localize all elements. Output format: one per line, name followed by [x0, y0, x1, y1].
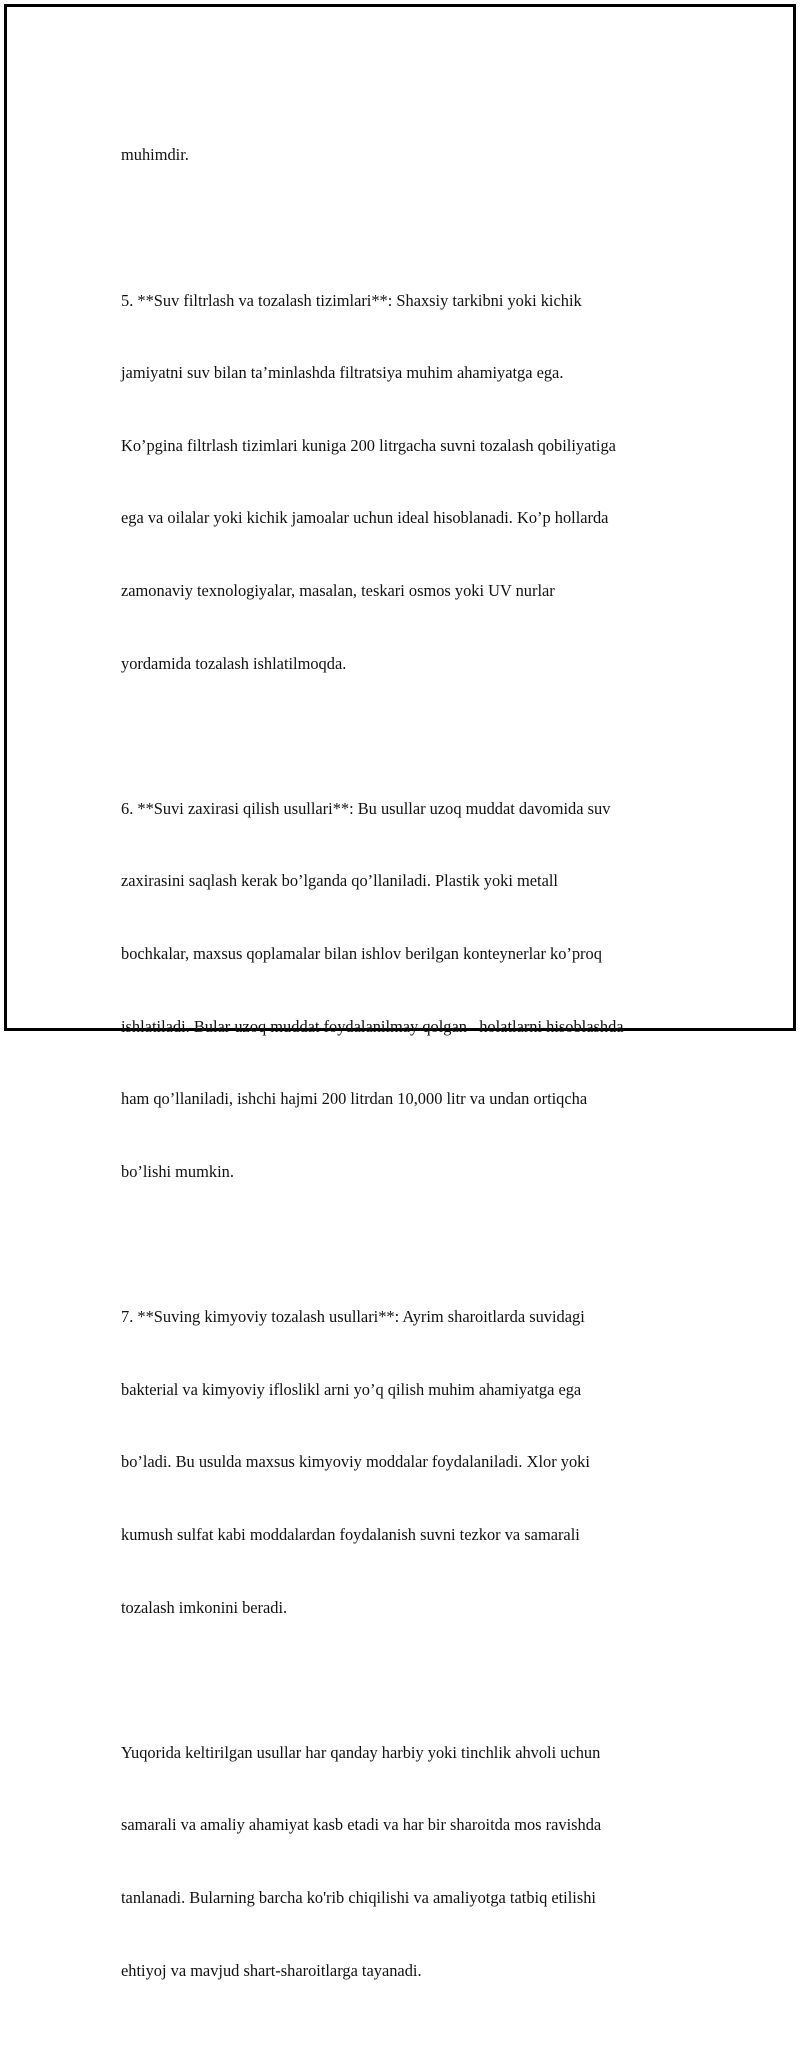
text-line: 6. **Suvi zaxirasi qilish usullari**: Bu usullar uzoq muddat davomida suv [121, 798, 611, 818]
text-line: tanlanadi. Bularning barcha ko'rib chiqilishi va amaliyotga tatbiq etilishi [121, 1887, 596, 1907]
text-line: ishlatiladi. Bular uzoq muddat foydalanilmay qolgan holatlarni hisoblashda [121, 1016, 624, 1036]
text-line: tozalash imkonini beradi. [121, 1597, 288, 1617]
text-line: yordamida tozalash ishlatilmoqda. [121, 653, 347, 673]
text-line: zaxirasini saqlash kerak bo’lganda qo’llaniladi. Plastik yoki metall [121, 871, 558, 891]
text-line: ehtiyoj va mavjud shart-sharoitlarga tayanadi. [121, 1960, 422, 1980]
text-line: 7. **Suving kimyoviy tozalash usullari**: Ayrim sharoitlarda suvidagi [121, 1307, 585, 1327]
text-line: bakterial va kimyoviy ifloslikl arni yo’q qilish muhim ahamiyatga ega [121, 1379, 582, 1399]
paragraph-chemical-treatment [121, 1257, 701, 1668]
text-line: kumush sulfat kabi moddalardan foydalanish suvni tezkor va samarali [121, 1524, 580, 1544]
text-line: Yuqorida keltirilgan usullar har qanday harbiy yoki tinchlik ahvoli uchun [121, 1742, 601, 1762]
text-line: ega va oilalar yoki kichik jamoalar uchun ideal hisoblanadi. Ko’p hollarda [121, 508, 609, 528]
paragraph-continuation [121, 95, 701, 216]
text-line: muhimdir. [121, 145, 189, 165]
paragraph-conclusion [121, 1692, 701, 2031]
text-line: bochkalar, maxsus qoplamalar bilan ishlov berilgan konteynerlar ko’proq [121, 944, 602, 964]
paragraph-water-filtration [121, 240, 701, 724]
text-line: ham qo’llaniladi, ishchi hajmi 200 litrdan 10,000 litr va undan ortiqcha [121, 1089, 588, 1109]
document-body [121, 95, 701, 2055]
text-line: Ko’pgina filtrlash tizimlari kuniga 200 litrgacha suvni tozalash qobiliyatiga [121, 435, 616, 455]
text-line: jamiyatni suv bilan ta’minlashda filtratsiya muhim ahamiyatga ega. [121, 363, 564, 383]
text-line: samarali va amaliy ahamiyat kasb etadi va har bir sharoitda mos ravishda [121, 1815, 602, 1835]
text-line: bo’lishi mumkin. [121, 1161, 234, 1181]
paragraph-water-storage [121, 748, 701, 1232]
text-line: 5. **Suv filtrlash va tozalash tizimlari**: Shaxsiy tarkibni yoki kichik [121, 290, 582, 310]
page-frame [4, 4, 796, 1980]
text-line: zamonaviy texnologiyalar, masalan, teskari osmos yoki UV nurlar [121, 581, 555, 601]
text-line: bo’ladi. Bu usulda maxsus kimyoviy moddalar foydalaniladi. Xlor yoki [121, 1452, 590, 1472]
